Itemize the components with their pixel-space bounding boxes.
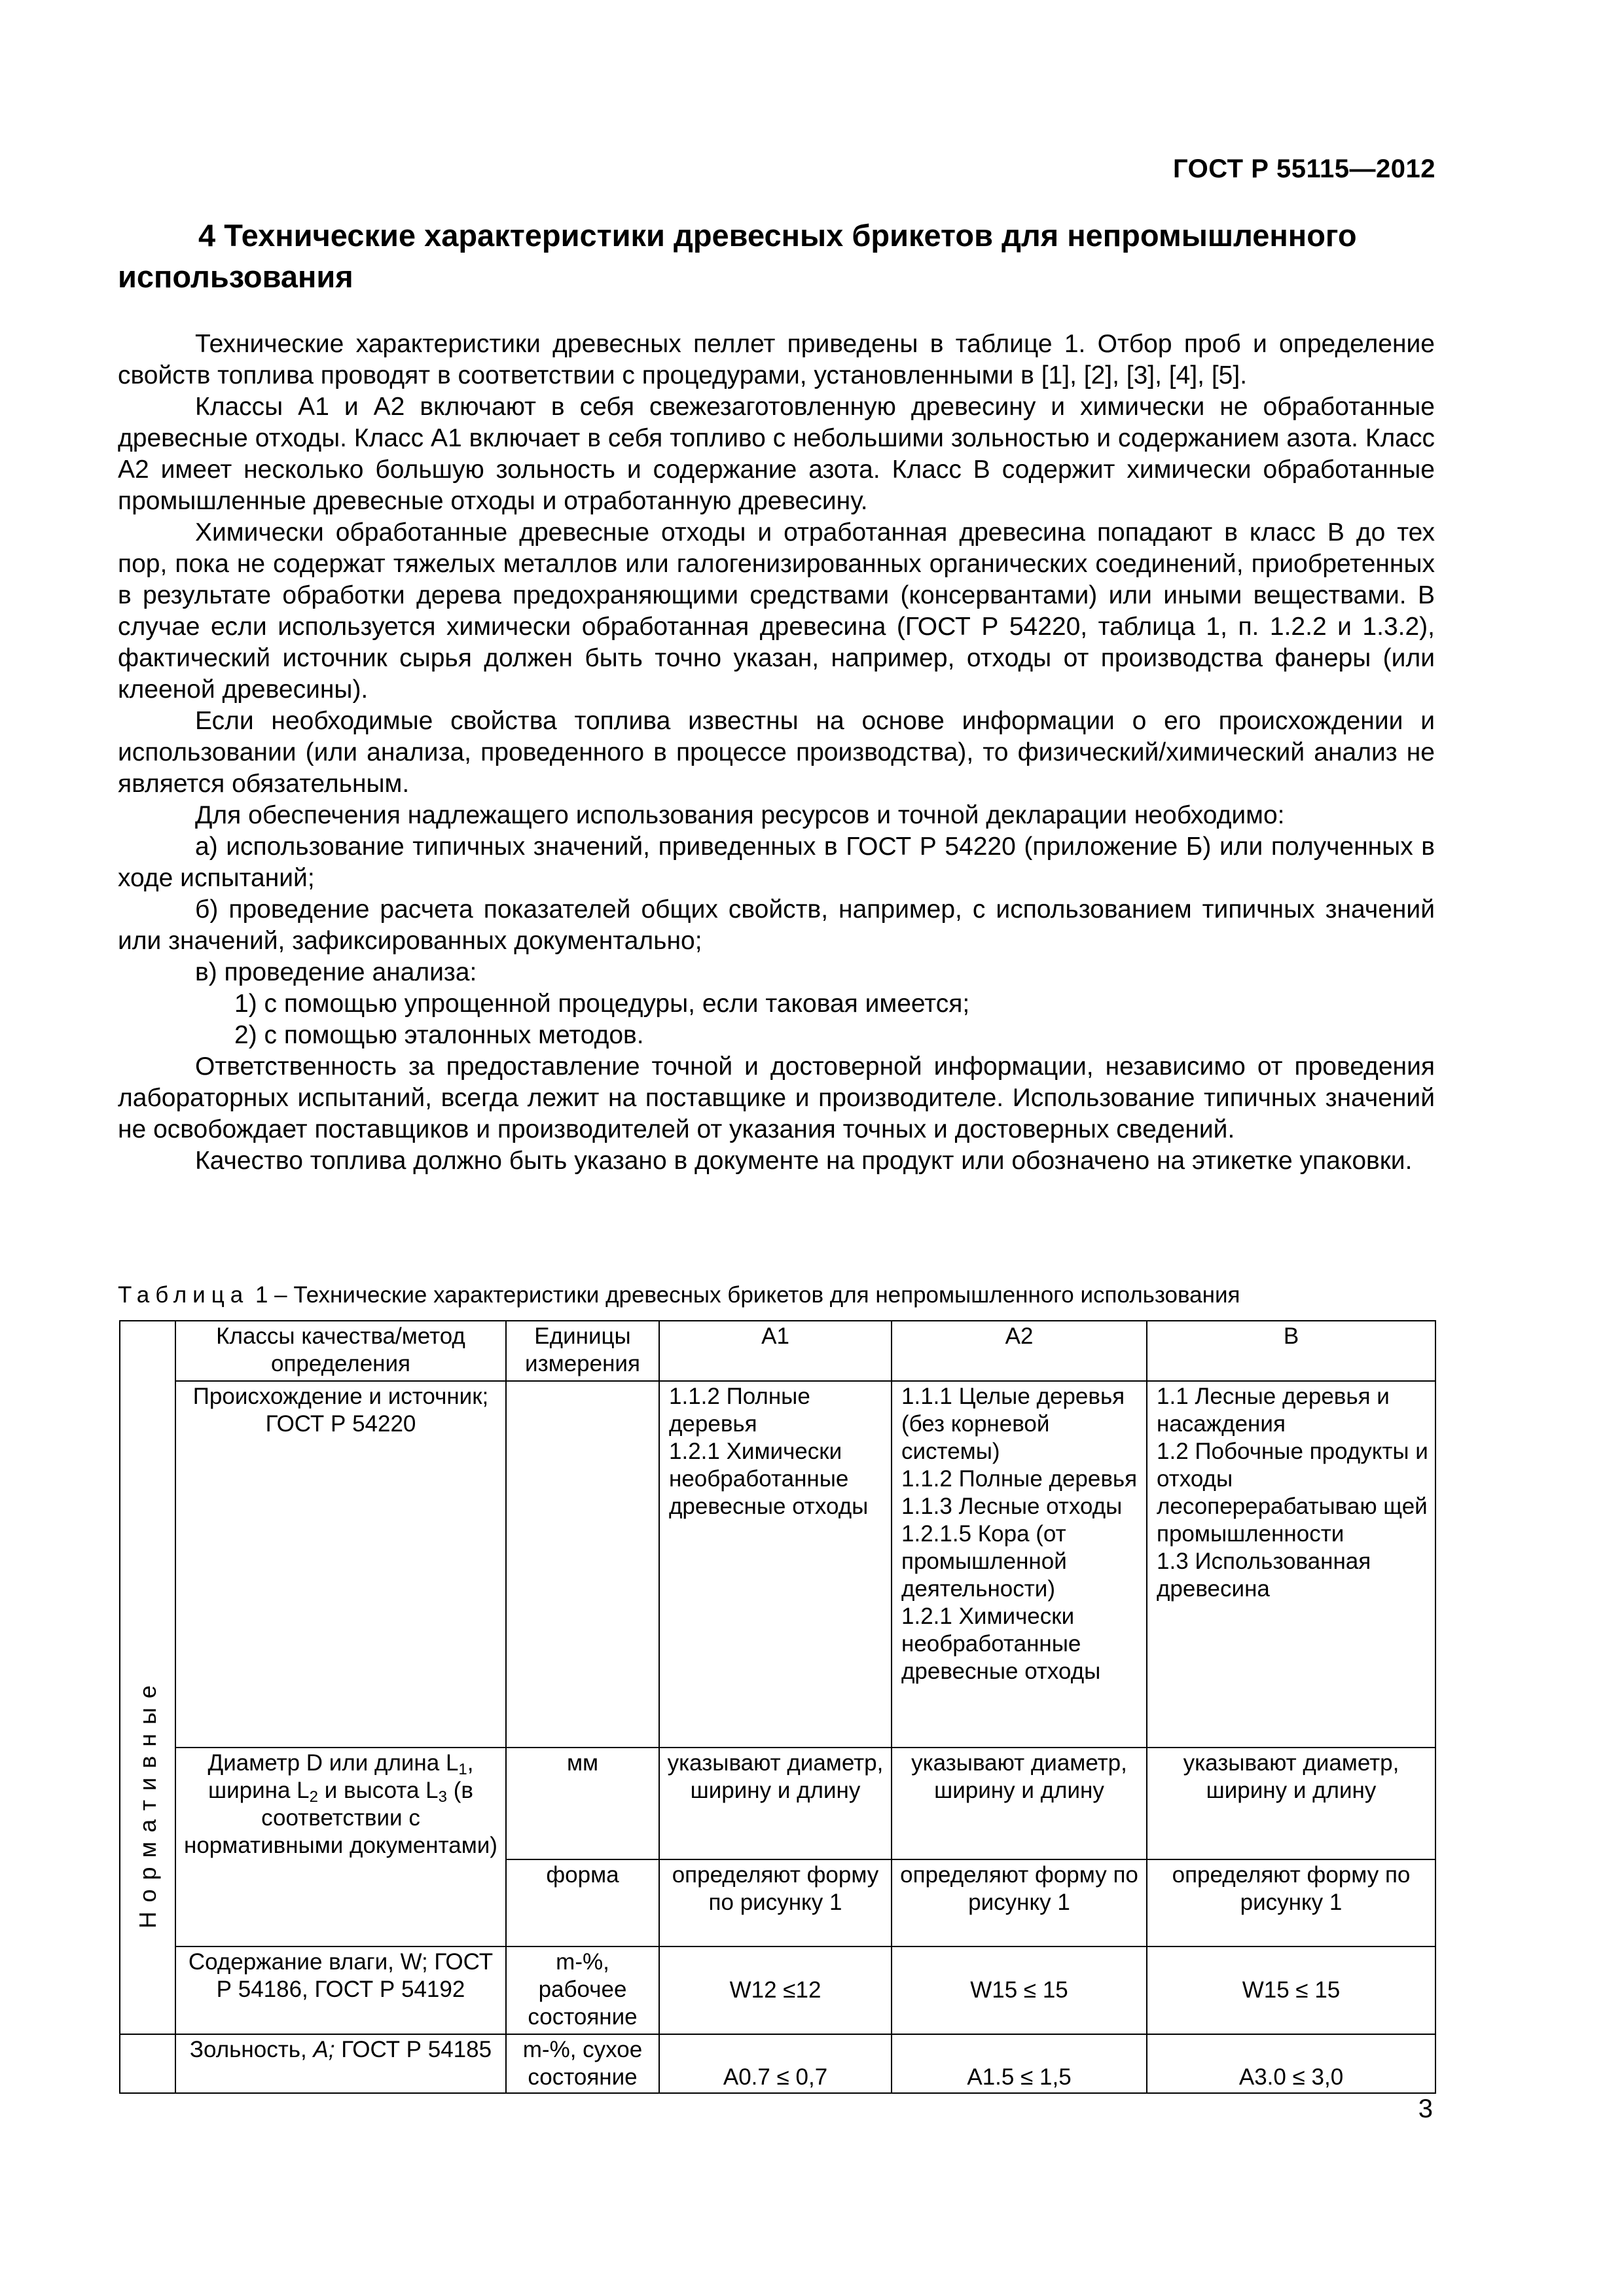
ash-text: Зольность, xyxy=(189,2037,314,2062)
sub-list-item: 2) с помощью эталонных методов. xyxy=(234,1021,644,1049)
dimensions-text: , ширина L xyxy=(208,1750,474,1803)
shape-a2: определяют форму по рисунку 1 xyxy=(892,1859,1147,1946)
origin-unit xyxy=(506,1381,659,1748)
moisture-unit: m-%, рабочее состояние xyxy=(506,1946,659,2034)
origin-a1: 1.1.2 Полные деревья 1.2.1 Химически необработанные древесные отходы xyxy=(659,1381,892,1748)
header-class-a2: А2 xyxy=(892,1321,1147,1381)
dimensions-unit: мм xyxy=(506,1748,659,1859)
origin-a2: 1.1.1 Целые деревья (без корневой системы) 1.1.2 Полные деревья 1.1.3 Лесные отходы 1.2.1.5 Кора (от промышленной деятельности) 1.2.1 Химически необработанные древесные отходы xyxy=(892,1381,1147,1748)
paragraph: Технические характеристики древесных пеллет приведены в таблице 1. Отбор проб и определение свойств топлива проводят в соответствии с процедурами, установленными в [1], [2], [3], [4], [5]. xyxy=(118,330,1435,389)
origin-b: 1.1 Лесные деревья и насаждения 1.2 Побочные продукты и отходы лесоперерабатываю щей промышленности 1.3 Использованная древесина xyxy=(1147,1381,1435,1748)
side-label: Нормативные xyxy=(134,1676,161,1929)
shape-b: определяют форму по рисунку 1 xyxy=(1147,1859,1435,1946)
dimensions-b: указывают диаметр, ширину и длину xyxy=(1147,1748,1435,1859)
header-class-b: В xyxy=(1147,1321,1435,1381)
dimensions-text: (в соответствии с нормативными документами) xyxy=(184,1778,497,1858)
dimensions-property xyxy=(175,1748,506,1946)
ash-b: A3.0 ≤ 3,0 xyxy=(1147,2034,1435,2093)
dimensions-a2: указывают диаметр, ширину и длину xyxy=(892,1748,1147,1859)
ash-a2: A1.5 ≤ 1,5 xyxy=(892,2034,1147,2093)
side-label-cell xyxy=(120,1321,175,2034)
document-code: ГОСТ Р 55115—2012 xyxy=(1173,154,1435,183)
list-item: в) проведение анализа: xyxy=(195,958,477,986)
paragraph: Если необходимые свойства топлива известны на основе информации о его происхождении и использовании (или анализа, проведенного в процессе производства), то физический/химический анализ не является обязательным. xyxy=(118,707,1435,798)
subscript: 1 xyxy=(458,1761,467,1778)
table-row xyxy=(120,1381,1435,1748)
ash-a1: A0.7 ≤ 0,7 xyxy=(659,2034,892,2093)
table-row xyxy=(120,2034,1435,2093)
page-number: 3 xyxy=(1418,2094,1433,2123)
moisture-a2: W15 ≤ 15 xyxy=(892,1946,1147,2034)
ash-text: ГОСТ Р 54185 xyxy=(334,2037,492,2062)
moisture-b: W15 ≤ 15 xyxy=(1147,1946,1435,2034)
dimensions-a1: указывают диаметр, ширину и длину xyxy=(659,1748,892,1859)
table-caption-prefix: Таблица xyxy=(118,1282,249,1308)
subscript: 2 xyxy=(309,1788,318,1806)
list-item: б) проведение расчета показателей общих свойств, например, с использованием типичных значений или значений, зафиксированных документально; xyxy=(118,895,1435,955)
paragraph: Для обеспечения надлежащего использования ресурсов и точной декларации необходимо: xyxy=(195,801,1285,829)
dimensions-text: Диаметр D или длина L xyxy=(208,1750,459,1776)
subscript: 3 xyxy=(438,1788,447,1806)
dimensions-text: и высота L xyxy=(318,1778,439,1803)
table-row xyxy=(120,1946,1435,2034)
specification-table xyxy=(119,1320,1436,2094)
table-row xyxy=(120,1748,1435,1859)
list-item: а) использование типичных значений, приведенных в ГОСТ Р 54220 (приложение Б) или полученных в ходе испытаний; xyxy=(118,833,1435,892)
section-heading: 4 Технические характеристики древесных брикетов для непромышленного использования xyxy=(118,218,1357,294)
sub-list-item: 1) с помощью упрощенной процедуры, если таковая имеется; xyxy=(234,990,970,1018)
table-caption-text: 1 – Технические характеристики древесных брикетов для непромышленного использования xyxy=(249,1282,1240,1308)
paragraph: Качество топлива должно быть указано в документе на продукт или обозначено на этикетке упаковки. xyxy=(195,1147,1413,1175)
body-text xyxy=(118,329,1435,1177)
shape-unit: форма xyxy=(506,1859,659,1946)
origin-property: Происхождение и источник; ГОСТ Р 54220 xyxy=(175,1381,506,1748)
table-header-row xyxy=(120,1321,1435,1381)
paragraph: Классы А1 и А2 включают в себя свежезаготовленную древесину и химически не обработанные древесные отходы. Класс А1 включает в себя топливо с небольшими зольностью и содержанием азота. Класс А2 имеет несколько большую зольность и содержание азота. Класс В содержит химически обработанные промышленные древесные отходы и отработанную древесину. xyxy=(118,393,1435,515)
shape-a1: определяют форму по рисунку 1 xyxy=(659,1859,892,1946)
paragraph: Химически обработанные древесные отходы и отработанная древесина попадают в класс В до тех пор, пока не содержат тяжелых металлов или галогенизированных органических соединений, приобретенных в результате обработки дерева предохраняющими средствами (консервантами) или иными веществами. В случае если используется химически обработанная древесина (ГОСТ Р 54220, таблица 1, п. 1.2.2 и 1.3.2), фактический источник сырья должен быть точно указан, например, отходы от производства фанеры (или клееной древесины). xyxy=(118,518,1435,704)
header-property: Классы качества/метод определения xyxy=(175,1321,506,1381)
table-caption xyxy=(118,1281,1440,1310)
blank-side-cell xyxy=(120,2034,175,2093)
ash-unit: m-%, сухое состояние xyxy=(506,2034,659,2093)
paragraph: Ответственность за предоставление точной и достоверной информации, независимо от проведения лабораторных испытаний, всегда лежит на поставщике и производителе. Использование типичных значений не освобождает поставщиков и производителей от указания точных и достоверных сведений. xyxy=(118,1052,1435,1143)
moisture-a1: W12 ≤12 xyxy=(659,1946,892,2034)
moisture-property: Содержание влаги, W; ГОСТ Р 54186, ГОСТ Р 54192 xyxy=(175,1946,506,2034)
ash-property xyxy=(175,2034,506,2093)
header-class-a1: А1 xyxy=(659,1321,892,1381)
ash-symbol: A; xyxy=(313,2037,335,2062)
header-unit: Единицы измерения xyxy=(506,1321,659,1381)
